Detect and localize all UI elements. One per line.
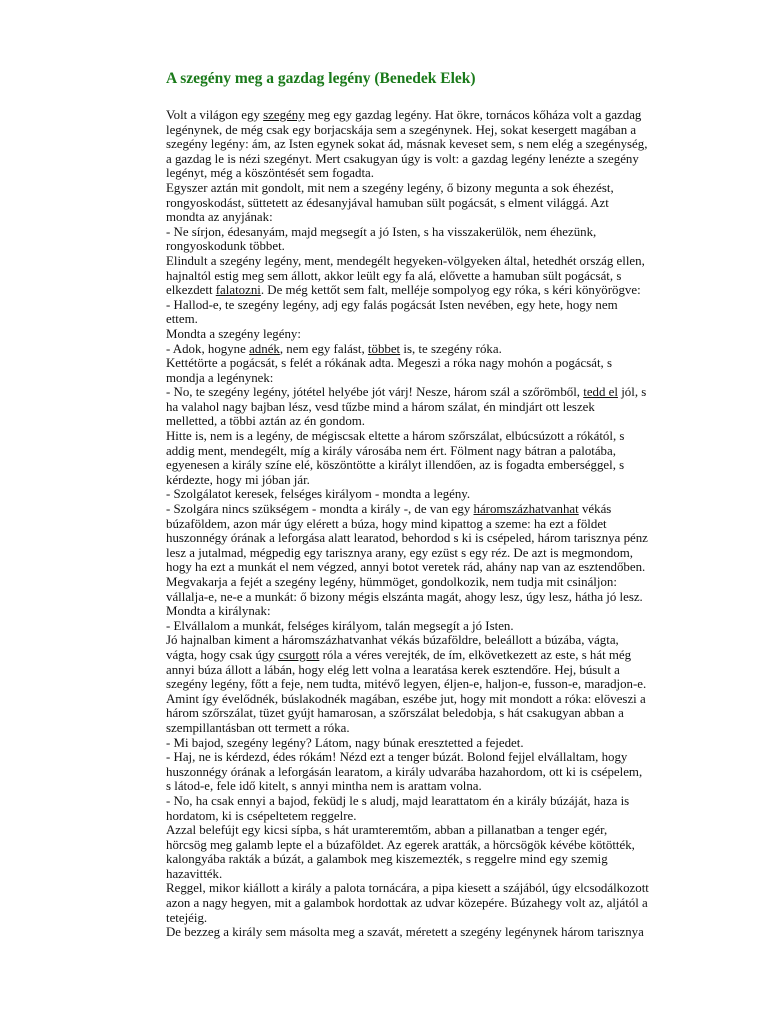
text-segment: Amint így évelődnék, búslakodnék magában, eszébe jut, hogy mit mondott a róka: elöveszi a [166,691,646,706]
text-segment: hogy ha ezt a munkát el nem végzed, annyi botot veretek rád, ahány nap van az esztendőben. [166,560,646,575]
text-line [166,867,676,882]
text-segment: vágta, hogy csak úgy [166,647,279,662]
text-segment: De bezzeg a király sem másolta meg a szavát, méretett a szegény legénynek három tarisznya [166,925,644,940]
text-line [166,444,676,459]
text-line [166,473,676,488]
text-line [166,911,676,926]
text-line [166,590,676,605]
word-link[interactable]: tedd el [583,385,618,400]
text-line [166,531,676,546]
text-line [166,458,676,473]
text-segment: lesz a jutalmad, mégpedig egy tarisznya arany, egy ezüst s egy réz. De azt is megmondom, [166,545,634,560]
text-line [166,852,676,867]
text-segment: jól, s [617,385,647,400]
text-line [166,619,676,634]
text-segment: hazavitték. [166,866,223,881]
text-segment: Megvakarja a fejét a szegény legény, hümmöget, gondolkozik, nem tudja mit csináljon: [166,575,617,589]
text-segment: három szőrszálat, tüzet gyújt hamarosan, a szőrszálat beledobja, s hát csakugyan abban a [166,706,624,721]
text-segment: Azzal belefújt egy kicsi sípba, s hát uramteremtőm, abban a pillanatban a tenger egér, [166,823,608,838]
text-line [166,108,676,123]
text-segment: ha valahol nagy bajban lész, vesd tűzbe mind a három szálat, én mindjárt ott leszek [166,399,595,414]
text-line [166,269,676,284]
word-link[interactable]: falatozni [215,283,261,298]
text-segment: búzaföldem, azon már úgy elérett a búza, hogy mind kipattog a szeme: ha ezt a földet [166,516,607,531]
text-segment: Hitte is, nem is a legény, de mégiscsak eltette a három szőrszálat, elbúcsúzott a rókától, s [166,429,625,444]
text-segment: hajnaltól estig meg sem állott, akkor leült egy fa alá, elővette a hamuban sült pogácsát, s [166,268,622,283]
text-segment: Kettétörte a pogácsát, s felét a rókának adta. Megeszi a róka nagy mohón a pogácsát, s [166,356,612,371]
text-line [166,283,676,298]
text-line [166,429,676,444]
text-segment: huszonnégy órának a leforgása alatt learatod, behordod s ki is csépeled, három tarisznya pénz [166,531,648,546]
text-segment: legénynek, de még csak egy borjacskája sem a szegénynek. Hej, sokat kesergett magában a [166,122,637,137]
text-line [166,736,676,751]
text-segment: hörcsög meg galamb lepte el a búzaföldet. Az egerek aratták, a hörcsögök kévébe kötötték, [166,837,635,852]
text-line [166,210,676,225]
text-line [166,881,676,896]
text-segment: - Ne sírjon, édesanyám, majd megsegít a jó Isten, s ha visszakerülök, nem éhezünk, [166,224,597,239]
text-segment: huszonnégy órának a leforgásán learatom, a király udvarába hazahordom, ott ki is csépelem, [166,764,643,779]
text-line [166,823,676,838]
text-line [166,575,676,590]
text-line [166,794,676,809]
text-segment: rongyoskodunk többet. [166,239,285,254]
text-segment: vékás [578,502,612,517]
text-segment: Jó hajnalban kiment a háromszázhatvanhat vékás búzaföldre, beleállott a búzába, vágta, [166,633,619,648]
text-line [166,633,676,648]
text-line [166,254,676,269]
text-segment: Egyszer aztán mit gondolt, mit nem a szegény legény, ő bizony megunta a sok éhezést, [166,180,614,195]
text-line [166,371,676,386]
text-segment: . De még kettőt sem falt, melléje sompolyog egy róka, s kéri könyörögve: [260,283,641,298]
text-line [166,225,676,240]
text-line [166,152,676,167]
text-segment: Reggel, mikor kiállott a király a palota tornácára, a pipa kiesett a szájából, úgy elcsodálkozott [166,881,649,896]
text-segment: egyenesen a király színe elé, köszöntötte a királyt illendően, az is fogadta emberséggel, s [166,458,625,473]
text-line [166,765,676,780]
text-line [166,414,676,429]
text-line [166,312,676,327]
text-segment: azon a nagy hegyen, mit a galambok hordottak az udvar közepére. Búzahegy volt az, aljától a [166,896,648,911]
text-segment: szegény legény, főtt a feje, nem tudta, mitévő legyen, éljen-e, haljon-e, fusson-e, maradjon-e. [166,677,647,692]
text-segment: - Hallod-e, te szegény legény, adj egy falás pogácsát Isten nevében, egy hete, hogy nem [166,297,618,312]
text-segment: is, te szegény róka. [400,341,502,356]
text-segment: szegény legény: ám, az Isten egynek sokat ád, másnak keveset sem, s nem elég a szegénység, [166,137,648,152]
text-line [166,123,676,138]
text-segment: szempillantásban ott termett a róka. [166,720,350,735]
story-text [166,108,676,940]
text-segment: , nem egy falást, [279,341,368,356]
text-segment: rongyoskodást, süttetett az édesanyjával hamuban sült pogácsát, s elment világgá. Azt [166,195,609,210]
text-segment: Volt a világon egy [166,108,264,122]
text-line [166,721,676,736]
document-page [166,70,676,940]
text-line [166,342,676,357]
text-line [166,663,676,678]
text-segment: hordatom, ki is csépeltetem reggelre. [166,808,357,823]
text-line [166,809,676,824]
word-link[interactable]: háromszázhatvanhat [473,502,579,517]
text-line [166,181,676,196]
text-line [166,166,676,181]
text-segment: kérdezte, hogy mi jóban jár. [166,472,310,487]
page-title: A szegény meg a gazdag legény (Benedek Elek) [166,70,476,87]
text-segment: mondja a legénynek: [166,370,274,385]
text-segment: - Szolgára nincs szükségem - mondta a király -, de van egy [166,502,474,517]
text-segment: ettem. [166,312,198,327]
text-segment: s látod-e, fele idő kitelt, s annyi mintha nem is arattam volna. [166,779,482,794]
text-line [166,239,676,254]
text-line [166,779,676,794]
word-link[interactable]: csurgott [278,647,320,662]
text-segment: vállalja-e, ne-e a munkát: ő bizony mégis elszánta magát, ahogy lesz, úgy lesz, hátha jó lesz. [166,589,643,604]
text-line [166,298,676,313]
text-line [166,502,676,517]
text-line [166,560,676,575]
word-link[interactable]: adnék [249,341,280,356]
text-segment: róla a véres verejték, de ím, elkövetkezett az este, s hát még [319,647,632,662]
text-segment: legényt, még a köszöntését sem fogadta. [166,166,374,181]
text-segment: a gazdag le is nézi szegényt. Mert csakugyan úgy is volt: a gazdag legény lenézte a szegény [166,151,639,166]
text-line [166,896,676,911]
text-line [166,706,676,721]
text-segment: Elindult a szegény legény, ment, mendegélt hegyeken-völgyeken által, hetedhét ország ellen, [166,253,645,268]
text-segment: addig ment, mendegélt, míg a király városába nem ért. Fölment nagy bátran a palotába, [166,443,616,458]
text-line [166,517,676,532]
text-line [166,487,676,502]
text-segment: melletted, a többi aztán az én gondom. [166,414,366,429]
text-line [166,400,676,415]
text-segment: Mondta a szegény legény: [166,326,301,341]
text-segment: Mondta a királynak: [166,604,271,619]
text-segment: elkezdett [166,283,216,298]
text-segment: tetejéig. [166,910,208,925]
text-segment: - No, ha csak ennyi a bajod, feküdj le s aludj, majd learattatom én a király búzáját, haza is [166,793,630,808]
text-segment: - Mi bajod, szegény legény? Látom, nagy búnak eresztetted a fejedet. [166,735,524,750]
text-segment: - Adok, hogyne [166,341,250,356]
text-segment: annyi búza állott a lábán, hogy elég lett volna a learatása kerek esztendőre. Hej, búsult a [166,662,620,677]
text-segment: - Elvállalom a munkát, felséges királyom, talán megsegít a jó Isten. [166,618,514,633]
word-link[interactable]: többet [367,341,401,356]
text-line [166,838,676,853]
text-line [166,648,676,663]
text-line [166,750,676,765]
text-line [166,546,676,561]
text-line [166,677,676,692]
text-segment: - No, te szegény legény, jótétel helyébe jót várj! Nesze, három szál a szőrömből, [166,385,584,400]
text-segment: mondta az anyjának: [166,210,273,225]
text-segment: - Szolgálatot keresek, felséges királyom - mondta a legény. [166,487,471,502]
text-segment: kalongyába rakták a búzát, a galambok meg kiszemezték, s reggelre mind egy szemig [166,852,608,867]
text-line [166,604,676,619]
text-line [166,137,676,152]
text-line [166,196,676,211]
text-segment: - Haj, ne is kérdezd, édes rókám! Nézd ezt a tenger búzát. Bolond fejjel elvállaltam, hogy [166,750,628,765]
text-line [166,925,676,940]
text-line [166,327,676,342]
text-segment: meg egy gazdag legény. Hat ökre, tornácos kőháza volt a gazdag [304,108,642,122]
text-line [166,692,676,707]
text-line [166,385,676,400]
word-link[interactable]: szegény [263,108,305,122]
text-line [166,356,676,371]
